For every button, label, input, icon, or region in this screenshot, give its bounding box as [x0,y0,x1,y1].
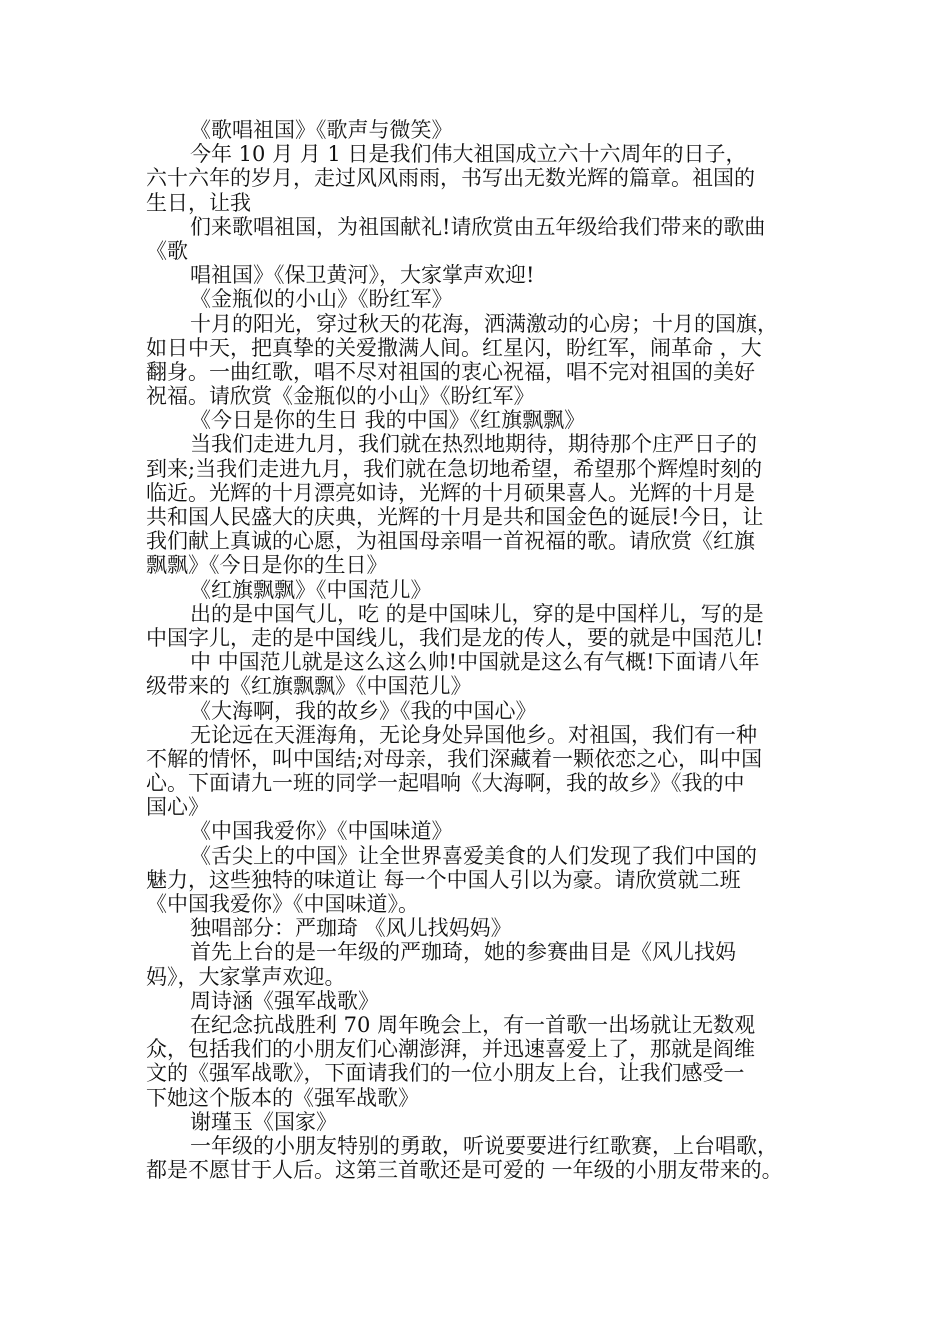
text-line: 文的《强军战歌》，下面请我们的一位小朋友上台，让我们感受一 [146,1061,745,1086]
text-line: 我们献上真诚的心愿，为祖国母亲唱一首祝福的歌。请欣赏《红旗 [146,529,755,554]
text-line: 《歌 [146,238,188,263]
text-line: 生日，让我 [146,190,251,215]
text-line: 谢瑾玉《国家》 [190,1109,337,1134]
text-line: 魅力，这些独特的味道让 每一个中国人引以为豪。请欣赏就二班 [146,867,741,892]
text-line: 中国字儿，走的是中国线儿，我们是龙的传人，要的就是中国范儿! [146,625,764,650]
text-line: 《大海啊，我的故乡》《我的中国心》 [190,698,537,723]
text-line: 六十六年的岁月，走过风风雨雨，书写出无数光辉的篇章。祖国的 [146,166,755,191]
text-line: 国心》 [146,795,209,820]
text-line: 不解的情怀，叫中国结;对母亲，我们深藏着一颗依恋之心，叫中国 [146,746,763,771]
text-line: 在纪念抗战胜利 70 周年晚会上，有一首歌一出场就让无数观 [190,1012,756,1037]
text-line: 级带来的《红旗飘飘》《中国范儿》 [146,674,472,699]
text-line: 们来歌唱祖国，为祖国献礼!请欣赏由五年级给我们带来的歌曲 [190,214,766,239]
text-line: 当我们走进九月，我们就在热烈地期待，期待那个庄严日子的 [190,432,757,457]
text-line: 中 中国范儿就是这么这么帅!中国就是这么有气概!下面请八年 [190,650,760,675]
text-line: 唱祖国》《保卫黄河》，大家掌声欢迎! [190,263,535,288]
text-line: 翻身。一曲红歌，唱不尽对祖国的衷心祝福，唱不完对祖国的美好 [146,359,755,384]
text-line: 临近。光辉的十月漂亮如诗，光辉的十月硕果喜人。光辉的十月是 [146,480,755,505]
text-line: 《舌尖上的中国》让全世界喜爱美食的人们发现了我们中国的 [190,843,757,868]
text-line: 一年级的小朋友特别的勇敢，听说要要进行红歌赛，上台唱歌， [190,1133,778,1158]
text-line: 《金瓶似的小山》《盼红军》 [190,287,453,312]
text-line: 飘飘》《今日是你的生日》 [146,553,388,578]
text-line: 周诗涵《强军战歌》 [190,988,379,1013]
text-line: 都是不愿甘于人后。这第三首歌还是可爱的 一年级的小朋友带来的。 [146,1158,783,1183]
text-line: 今年 10 月 月 1 日是我们伟大祖国成立六十六周年的日子， [190,142,747,167]
text-line: 下她这个版本的《强军战歌》 [146,1085,419,1110]
text-line: 心。下面请九一班的同学一起唱响《大海啊，我的故乡》《我的中 [146,771,745,796]
text-line: 《中国我爱你》《中国味道》 [190,819,453,844]
text-line: 祝福。请欣赏《金瓶似的小山》《盼红军》 [146,384,535,409]
text-line: 《红旗飘飘》《中国范儿》 [190,577,432,602]
text-line: 十月的阳光，穿过秋天的花海，洒满激动的心房；十月的国旗， [190,311,778,336]
text-line: 出的是中国气儿，吃 的是中国味儿，穿的是中国样儿，写的是 [190,601,764,626]
text-line: 众，包括我们的小朋友们心潮澎湃，并迅速喜爱上了，那就是阎维 [146,1037,755,1062]
text-line: 共和国人民盛大的庆典，光辉的十月是共和国金色的诞辰!今日，让 [146,505,764,529]
text-line: 《今日是你的生日 我的中国》《红旗飘飘》 [190,408,586,433]
text-line: 独唱部分：严珈琦 《风儿找妈妈》 [190,916,512,941]
text-line: 无论远在天涯海角，无论身处异国他乡。对祖国，我们有一种 [190,722,757,747]
text-line: 到来;当我们走进九月，我们就在急切地希望，希望那个辉煌时刻的 [146,456,763,481]
text-line: 如日中天，把真挚的关爱撒满人间。红星闪，盼红军，闹革命 ，大 [146,335,762,360]
text-line: 妈》，大家掌声欢迎。 [146,964,346,989]
text-line: 首先上台的是一年级的严珈琦，她的参赛曲目是《风儿找妈 [190,940,736,965]
text-line: 《歌唱祖国》《歌声与微笑》 [190,118,453,142]
text-line: 《中国我爱你》《中国味道》。 [146,892,419,916]
document-body [146,118,818,1182]
